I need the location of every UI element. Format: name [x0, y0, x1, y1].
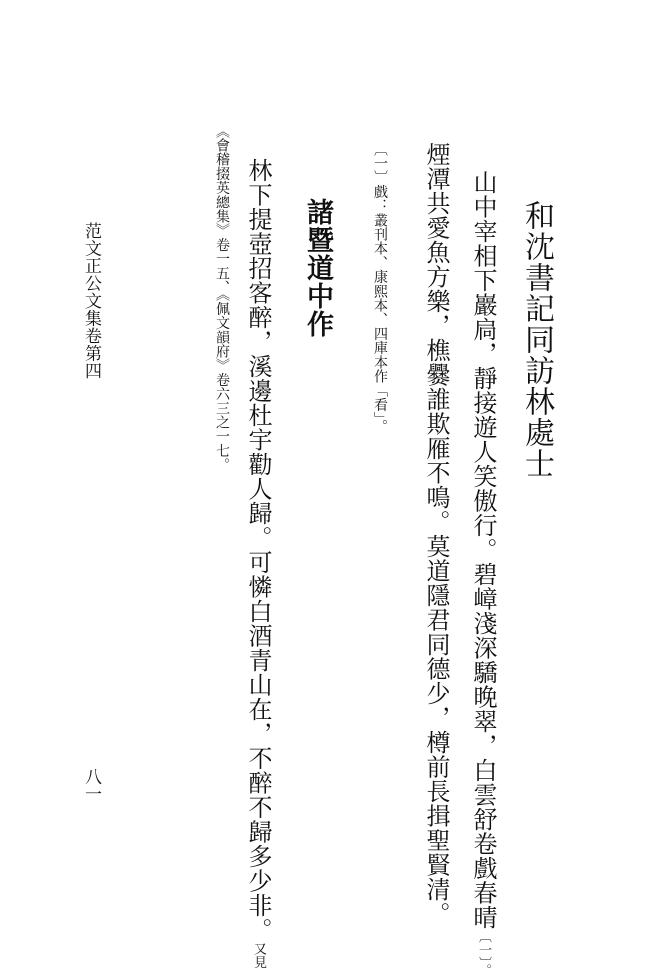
poem-text: 林下提壺招客醉，溪邊杜宇勸人歸。可憐白酒青山在，不醉不歸多少非。: [244, 158, 272, 942]
footnote-mark: 〔一〕。: [476, 930, 491, 977]
poem-title: 諸暨道中作: [304, 198, 331, 338]
poem-title: 和沈書記同訪林處士: [521, 200, 551, 479]
poem-line: [246, 158, 270, 969]
inline-note: 又見: [251, 942, 266, 969]
poem-line: 煙潭共愛魚方樂，樵爨誰欺雁不鳴。莫道隱君同德少，樽前長揖聖賢清。: [424, 142, 448, 926]
footnote: 〔一〕戲：叢刊本、康熙本、四庫本作「看」。: [373, 142, 387, 433]
running-head: 范文正公文集卷第四: [82, 222, 99, 380]
poem-text: 山中宰相下巖扃，靜接遊人笑傲行。碧嶂淺深驕晚翠，白雲舒卷戲春晴: [469, 170, 497, 930]
page-number: 八一: [82, 768, 99, 802]
poem-line: [471, 170, 495, 977]
footnote: 《會稽掇英總集》卷一五、《佩文韻府》卷六三之一七。: [215, 124, 229, 472]
